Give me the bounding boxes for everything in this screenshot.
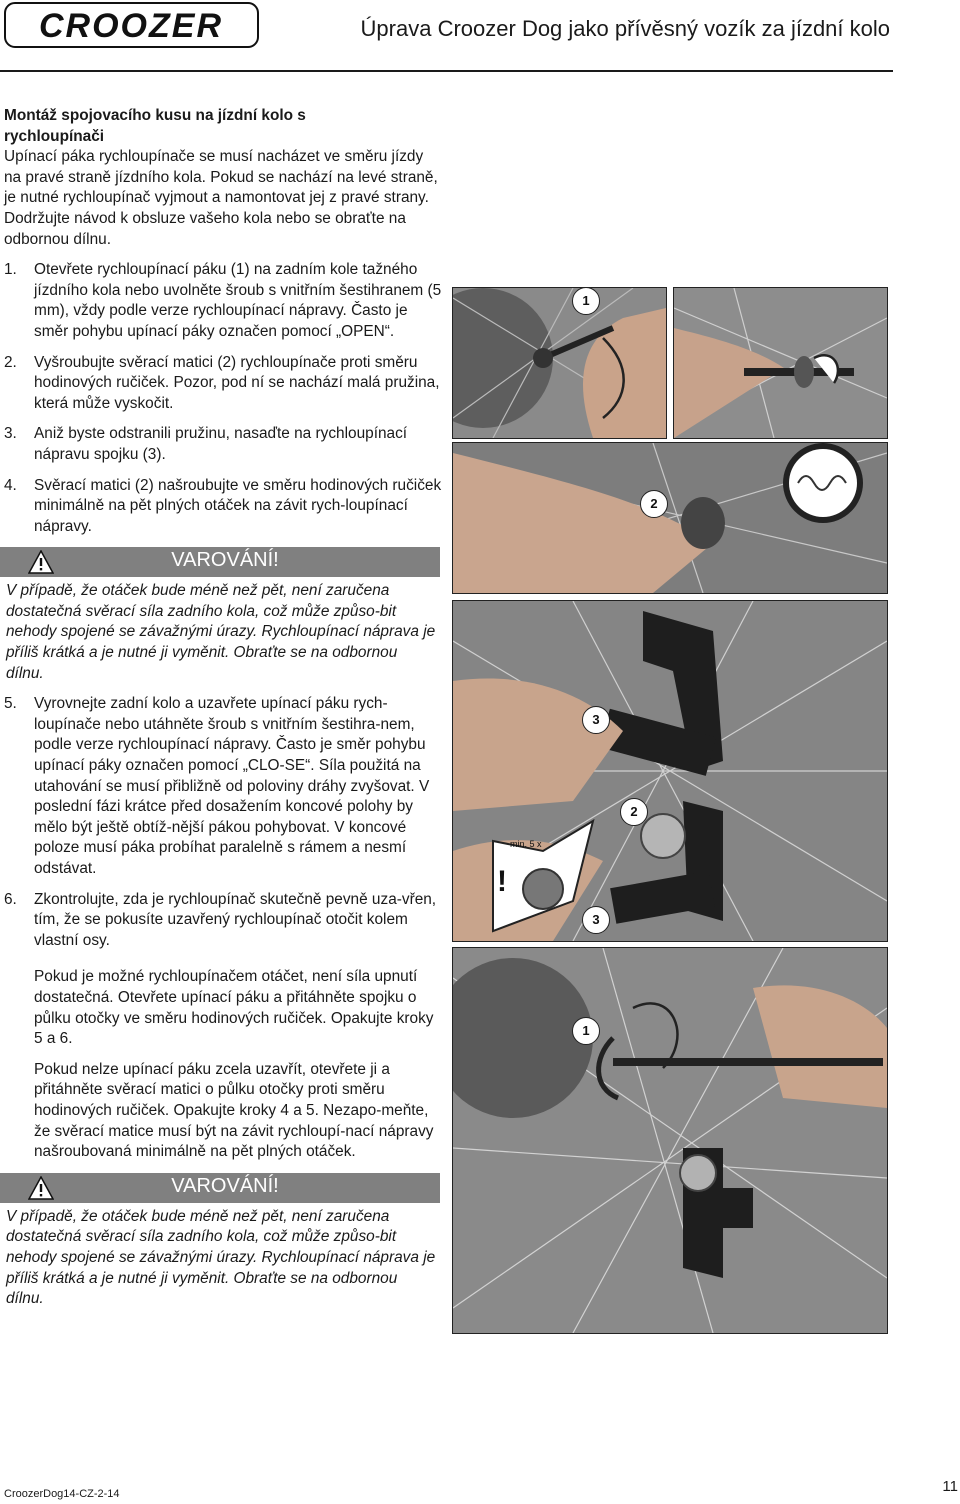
warning-box-2 — [0, 1173, 440, 1310]
section-title-line1: Montáž spojovacího kusu na jízdní kolo s — [4, 107, 306, 124]
step-number: 3. — [4, 425, 17, 443]
step-text: Aniž byste odstranili pružinu, nasaďte na rychloupínací nápravu spojku (3). — [34, 425, 408, 463]
callout-coupling-top: 3 — [582, 706, 610, 734]
page-title: Úprava Croozer Dog jako přívěsný vozík za jízdní kolo — [360, 16, 890, 41]
step-text: Svěrací matici (2) našroubujte ve směru hodinových ručiček minimálně na pět plných otáček na závit rych-loupínací nápravy. — [34, 476, 442, 535]
inset-min-turns-label: min. 5 x — [510, 839, 542, 849]
warning-header — [0, 547, 440, 577]
croozer-logo — [4, 2, 259, 48]
step-6 — [4, 890, 444, 952]
step-number: 5. — [4, 695, 17, 713]
step-text: Vyrovnejte zadní kolo a uzavřete upínací páku rych-loupínače nebo utáhněte šroub s vnitřním šestihra-nem, podle verze rychloupínací nápravy. Často je směr pohybu upínací páky označen pomocí „CLO-SE“. Síla použitá na utahování se musí přibližně od poloviny dráhy zvyšovat. V poslední fázi krátce před dosažením koncové polohy by mělo být ještě obtíž-nější pákou pohybovat. V koncové poloze musí páka probíhat paralelně s rámem a nesmí odstávat. — [34, 695, 430, 877]
photo-close-lever — [452, 947, 888, 1334]
warning-header — [0, 1173, 440, 1203]
step-text: Vyšroubujte svěrací matici (2) rychloupínače proti směru hodinových ručiček. Pozor, pod ní se nachází malá pružina, která může vyskočit. — [34, 353, 440, 412]
callout-nut: 2 — [640, 490, 668, 518]
warning-title: VAROVÁNÍ! — [171, 549, 279, 572]
photo-mount-coupling — [452, 600, 888, 942]
callout-lever-close: 1 — [572, 1017, 600, 1045]
step-number: 2. — [4, 353, 17, 371]
logo-wordmark: CROOZER — [39, 7, 223, 45]
step-4 — [4, 476, 444, 538]
step-2 — [4, 353, 444, 415]
step-text: Otevřete rychloupínací páku (1) na zadním kole tažného jízdního kola nebo uvolněte šroub s vnitřním šestihranem (5 mm), vždy podle verze rychloupínací nápravy. Často je směr pohybu upínací páky označen pomocí „OPEN“. — [34, 261, 442, 340]
step-number: 1. — [4, 261, 17, 279]
callout-lever: 1 — [572, 287, 600, 315]
warning-box-1 — [0, 547, 440, 684]
note-rotation-check: Pokud je možné rychloupínačem otáčet, není síla upnutí dostatečná. Otevřete upínací páku a přitáhněte spojku o půlku otočky ve směru hodinových ručiček. Opakujte kroky 5 a 6. — [34, 968, 434, 1048]
instructions-column — [4, 106, 444, 1320]
step-5 — [4, 694, 444, 879]
step-number: 4. — [4, 476, 17, 494]
step-1 — [4, 260, 444, 342]
warning-text: V případě, že otáček bude méně než pět, není zaručena dostatečná svěrací síla zadního kola, což může způso-bit nehody spojené se závažnými úrazy. Rychloupínací náprava je příliš krátká a je nutné ji vyměnit. Obraťte se na odbornou dílnu. — [6, 582, 436, 682]
note-lever-not-closing: Pokud nelze upínací páku zcela uzavřít, otevřete ji a přitáhněte svěrací matici o půlku otočky proti směru hodinových ručiček. Opakujte kroky 4 a 5. Nezapo-meňte, že svěrací matice musí být na závit rychloupí-nací nápravy našroubovaná minimálně na pět plných otáček. — [34, 1060, 434, 1161]
warning-text: V případě, že otáček bude méně než pět, není zaručena dostatečná svěrací síla zadního kola, což může způso-bit nehody spojené se závažnými úrazy. Rychloupínací náprava je příliš krátká a je nutné ji vyměnit. Obraťte se na odbornou dílnu. — [6, 1207, 436, 1308]
section-title-line2: rychloupínači — [4, 127, 105, 145]
callout-nut-tightened: 2 — [620, 798, 648, 826]
step-number: 6. — [4, 890, 17, 908]
photo-unscrew-nut — [673, 287, 888, 439]
header-divider — [0, 70, 893, 72]
page-number: 11 — [942, 1478, 958, 1495]
photo-open-lever — [452, 287, 667, 439]
step-text: Zkontrolujte, zda je rychloupínač skutečně pevně uza-vřen, tím, že se pokusíte uzavřený rychloupínač otočit kolem vlastní osy. — [34, 890, 437, 949]
step-3 — [4, 424, 444, 465]
callout-coupling-bottom: 3 — [582, 906, 610, 934]
warning-title: VAROVÁNÍ! — [171, 1174, 279, 1197]
photo-spring-nut — [452, 442, 888, 594]
document-id: CroozerDog14-CZ-2-14 — [4, 1488, 120, 1500]
inset-attention-mark: ! — [497, 865, 507, 898]
section-intro: Upínací páka rychloupínače se musí nacházet ve směru jízdy na pravé straně jízdního kola. Pokud se nachází na levé straně, je nutné rychloupínač vyjmout a namontovat jej z pravé strany. Dodržujte návod k obsluze vašeho kola nebo se obraťte na odbornou dílnu. — [4, 148, 438, 248]
